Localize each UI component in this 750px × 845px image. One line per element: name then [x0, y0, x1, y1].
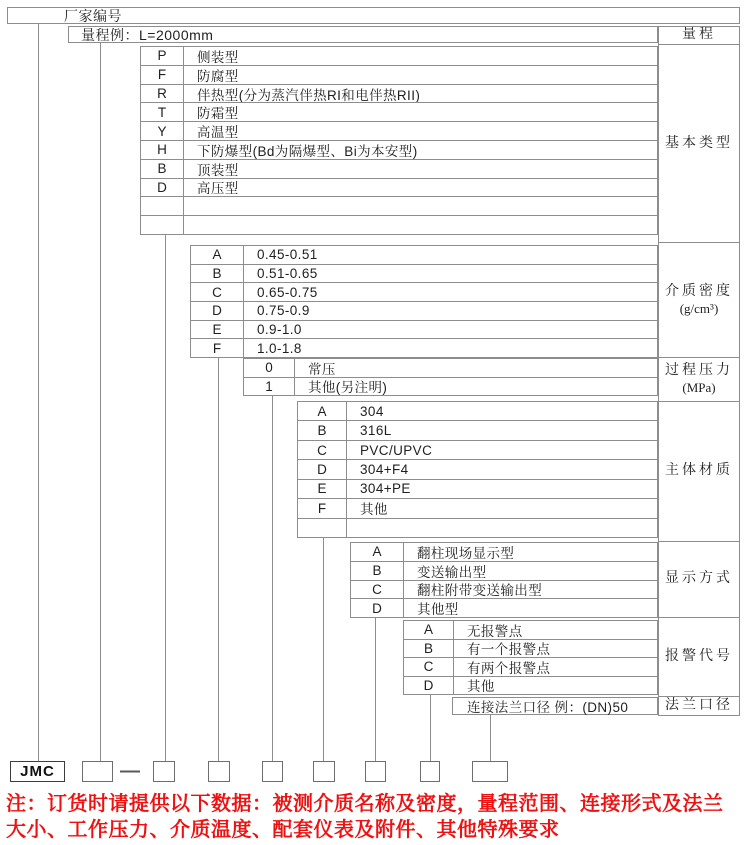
option-desc: 顶装型: [197, 162, 239, 178]
option-row: [298, 440, 657, 459]
option-code: [141, 216, 184, 234]
model-box: [10, 761, 65, 782]
dash-separator: —: [120, 760, 140, 782]
option-desc: 翻柱附带变送输出型: [417, 583, 543, 599]
option-row: [351, 598, 657, 617]
option-desc: 侧装型: [197, 49, 239, 65]
option-code: B: [351, 562, 404, 580]
option-desc: 无报警点: [467, 623, 523, 639]
option-row: [298, 402, 657, 420]
option-table-display-mode: [350, 542, 658, 618]
category-label: [659, 401, 739, 541]
category-label: [659, 617, 739, 696]
option-desc: 高温型: [197, 125, 239, 140]
option-code: H: [141, 141, 184, 159]
option-code: C: [351, 581, 404, 599]
option-desc: 其他: [467, 679, 495, 694]
option-row: [141, 196, 657, 215]
category-label-column: [658, 26, 740, 716]
option-desc: 其他型: [417, 602, 459, 617]
option-desc: 变送输出型: [417, 564, 487, 580]
option-row: [298, 420, 657, 439]
range-example-text: 量程例：L=2000mm: [81, 26, 214, 43]
category-label-unit: (g/cm³): [679, 300, 719, 316]
option-code: [298, 519, 347, 537]
option-desc: 伴热型(分为蒸汽伴热RI和电伴热RII): [197, 87, 421, 103]
option-desc: 常压: [308, 361, 336, 377]
option-code: B: [191, 265, 244, 283]
manufacturer-number-label: 厂家编号: [64, 7, 122, 24]
option-code: B: [141, 160, 184, 178]
option-code: E: [298, 480, 347, 498]
option-row: [191, 282, 657, 301]
option-desc: 0.75-0.9: [257, 303, 310, 319]
option-row: [298, 459, 657, 478]
option-desc: PVC/UPVC: [360, 442, 433, 458]
option-code: D: [404, 677, 454, 695]
order-note-line-1: 注：订货时请提供以下数据：被测介质名称及密度，量程范围、连接形式及法兰: [6, 793, 724, 815]
option-row: [191, 301, 657, 320]
category-label: [659, 27, 739, 44]
option-desc: 0.65-0.75: [257, 284, 318, 300]
option-desc: 其他(另注明): [308, 380, 388, 395]
option-row: [351, 543, 657, 561]
option-code: D: [191, 302, 244, 320]
option-code: D: [298, 460, 347, 478]
option-code: 1: [244, 378, 295, 396]
option-table-basic-type: [140, 46, 658, 235]
order-note: [6, 791, 748, 843]
category-label-text: 介质密度: [665, 283, 733, 299]
category-label: [659, 357, 739, 401]
connector-line: [38, 24, 39, 761]
connector-line: [272, 396, 273, 761]
option-table-medium-density: [190, 245, 658, 358]
option-desc: 翻柱现场显示型: [417, 545, 515, 561]
option-row: [141, 140, 657, 159]
option-row: [351, 561, 657, 580]
code-box: [420, 761, 440, 782]
option-desc: 0.45-0.51: [257, 247, 318, 263]
option-code: T: [141, 103, 184, 121]
option-code: F: [298, 499, 347, 517]
option-code: B: [298, 421, 347, 439]
connector-line: [323, 538, 324, 761]
option-code: C: [191, 283, 244, 301]
category-label-text: 报警代号: [665, 649, 733, 665]
category-label: [659, 44, 739, 243]
option-code: A: [404, 621, 454, 639]
category-label-text: 过程压力: [665, 362, 733, 378]
option-table-body-material: [297, 401, 658, 538]
option-row: [191, 264, 657, 283]
option-code: 0: [244, 359, 295, 377]
option-row: [141, 121, 657, 140]
option-code: R: [141, 85, 184, 103]
option-desc: 304+PE: [360, 481, 411, 497]
option-row: [298, 479, 657, 498]
option-desc: 下防爆型(Bd为隔爆型、Bi为本安型): [197, 143, 418, 159]
option-table-alarm-code: [403, 620, 658, 695]
option-code: A: [298, 402, 347, 420]
option-row: [141, 215, 657, 234]
option-row: [298, 498, 657, 517]
option-row: [141, 178, 657, 197]
option-desc: [184, 197, 657, 215]
option-code: C: [298, 441, 347, 459]
option-code: F: [191, 339, 244, 357]
range-example-cell: [68, 26, 658, 43]
connector-line: [430, 695, 431, 761]
option-row: [298, 518, 657, 537]
flange-size-cell: 连接法兰口径 例：(DN)50: [452, 697, 658, 715]
connector-line: [375, 618, 376, 761]
option-desc: 防腐型: [197, 68, 239, 84]
option-code: B: [404, 640, 454, 658]
option-row: [244, 359, 657, 377]
option-desc: [184, 216, 657, 234]
option-desc: 高压型: [197, 181, 239, 197]
connector-line: [218, 358, 219, 761]
option-code: D: [351, 599, 404, 617]
code-box: [472, 761, 508, 782]
option-row: [404, 621, 657, 639]
option-desc: 1.0-1.8: [257, 340, 302, 356]
option-code: A: [191, 246, 244, 264]
option-code: C: [404, 658, 454, 676]
option-code: Y: [141, 122, 184, 140]
option-code: A: [351, 543, 404, 561]
option-row: [404, 639, 657, 658]
model-label: JMC: [20, 763, 55, 780]
option-desc: 其他: [360, 502, 388, 518]
category-label-text: 主体材质: [665, 463, 733, 479]
option-code: [141, 197, 184, 215]
option-code: E: [191, 321, 244, 339]
option-row: [141, 159, 657, 178]
category-label: [659, 541, 739, 617]
option-row: [191, 320, 657, 339]
option-desc: 304: [360, 403, 384, 419]
category-label: [659, 242, 739, 357]
code-box: [153, 761, 175, 782]
option-row: [191, 338, 657, 357]
category-label-text: 量程: [682, 27, 716, 43]
category-label-text: 显示方式: [665, 571, 733, 587]
order-note-line-2: 大小、工作压力、介质温度、配套仪表及附件、其他特殊要求: [6, 819, 560, 841]
option-row: [244, 377, 657, 396]
option-row: [141, 65, 657, 84]
option-row: [351, 580, 657, 599]
option-row: [191, 246, 657, 264]
option-desc: 0.51-0.65: [257, 266, 318, 281]
option-row: [141, 47, 657, 65]
option-desc: 304+F4: [360, 461, 409, 477]
code-box: [262, 761, 283, 782]
connector-line: [490, 715, 491, 761]
option-desc: [347, 519, 657, 537]
option-desc: 316L: [360, 423, 392, 439]
option-code: F: [141, 66, 184, 84]
connector-line: [165, 235, 166, 761]
manufacturer-number-cell: [7, 7, 740, 24]
option-desc: 防霜型: [197, 106, 239, 122]
option-table-process-pressure: [243, 358, 658, 396]
category-label-text: 基本类型: [665, 135, 733, 151]
category-label: [659, 696, 739, 715]
category-label-unit: (MPa): [682, 380, 716, 396]
option-row: [404, 657, 657, 676]
option-row: [404, 676, 657, 695]
category-label-text: 法兰口径: [665, 698, 733, 714]
option-desc: 0.9-1.0: [257, 322, 302, 338]
connector-line: [100, 43, 101, 761]
option-desc: 有两个报警点: [467, 660, 551, 676]
option-code: P: [141, 47, 184, 65]
code-box: [365, 761, 386, 782]
option-row: [141, 102, 657, 121]
code-box: [313, 761, 335, 782]
option-row: [141, 84, 657, 103]
option-desc: 有一个报警点: [467, 642, 551, 657]
code-box: [82, 761, 113, 782]
code-box: [208, 761, 230, 782]
option-code: D: [141, 179, 184, 197]
